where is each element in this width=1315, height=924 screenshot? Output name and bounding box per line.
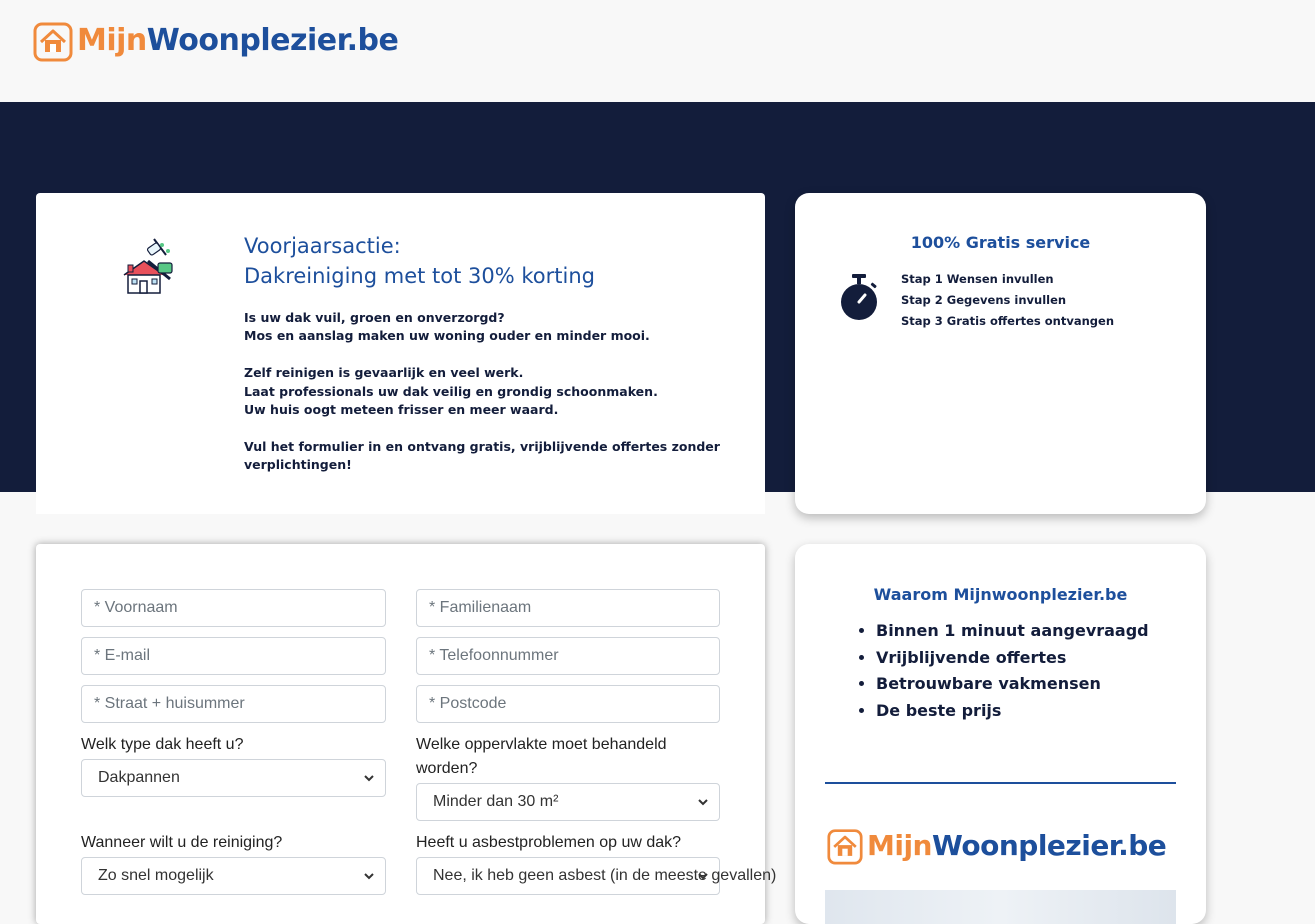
phone-input[interactable] (416, 637, 720, 675)
roof-photo (825, 890, 1176, 924)
chevron-down-icon (363, 772, 375, 784)
logo-text-mijn: Mijn (867, 829, 932, 862)
area-value: Minder dan 30 m² (433, 793, 559, 810)
street-input[interactable] (81, 685, 386, 723)
promo-p2-line2: Laat professionals uw dak veilig en grondig schoonmaken. (244, 383, 658, 399)
list-item: • Binnen 1 minuut aangevraagd (876, 618, 1149, 645)
why-us-card (795, 544, 1206, 924)
firstname-input[interactable] (81, 589, 386, 627)
promo-p2-line1: Zelf reinigen is gevaarlijk en veel werk. (244, 365, 524, 381)
promo-title (244, 231, 724, 291)
step-item: Stap 3 Gratis offertes ontvangen (901, 314, 1115, 328)
stopwatch-icon (838, 273, 882, 321)
list-item: • Vrijblijvende offertes (876, 645, 1149, 672)
step-item: Stap 1 Wensen invullen (901, 272, 1054, 286)
when-select[interactable] (81, 857, 386, 895)
site-header (0, 0, 1315, 102)
postcode-input[interactable] (416, 685, 720, 723)
house-logo-icon (827, 827, 863, 865)
roof-type-value: Dakpannen (98, 769, 180, 786)
email-input[interactable] (81, 637, 386, 675)
logo-wordmark (867, 829, 1167, 862)
list-item: • Betrouwbare vakmensen (876, 671, 1149, 698)
quote-form-card (36, 544, 777, 924)
chevron-down-icon (363, 870, 375, 882)
asbestos-select[interactable] (416, 857, 777, 895)
promo-p2-line3: Uw huis oogt meteen frisser en meer waard. (244, 402, 559, 418)
promo-paragraph-1 (244, 309, 724, 346)
gratis-title: 100% Gratis service (910, 233, 1091, 252)
promo-title-line2: Dakreiniging met tot 30% korting (244, 264, 595, 288)
chevron-down-icon (697, 870, 709, 882)
when-label: Wanneer wilt u de reiniging? (81, 834, 283, 851)
logo-text-mijn: Mijn (77, 23, 147, 58)
divider (825, 782, 1176, 784)
area-label: Welke oppervlakte moet behandeld worden? (416, 736, 667, 777)
when-value: Zo snel mogelijk (98, 867, 214, 884)
logo-text-woonplezier: Woonplezier.be (932, 829, 1167, 862)
lastname-input[interactable] (416, 589, 720, 627)
house-logo-icon (33, 20, 73, 62)
promo-title-line1: Voorjaarsactie: (244, 234, 401, 258)
asbestos-value: Nee, ik heb geen asbest (in de meeste gevallen) (433, 867, 777, 884)
promo-p1-line2: Mos en aanslag maken uw woning ouder en minder mooi. (244, 328, 650, 344)
logo-wordmark (77, 23, 399, 58)
promo-text (244, 309, 724, 493)
step-item: Stap 2 Gegevens invullen (901, 293, 1067, 307)
why-list (855, 618, 1149, 724)
site-logo[interactable] (33, 20, 398, 62)
promo-paragraph-3: Vul het formulier in en ontvang gratis, vrijblijvende offertes zonder verplichtingen! (244, 438, 720, 473)
why-title: Waarom Mijnwoonplezier.be (873, 585, 1128, 604)
steps-list (901, 269, 1114, 332)
promo-p1-line1: Is uw dak vuil, groen en onverzorgd? (244, 310, 505, 325)
area-select[interactable] (416, 783, 720, 821)
roof-cleaning-illustration-icon (118, 235, 180, 299)
list-item: • De beste prijs (876, 698, 1149, 725)
asbestos-label: Heeft u asbestproblemen op uw dak? (416, 834, 682, 851)
roof-type-label: Welk type dak heeft u? (81, 736, 244, 753)
gratis-service-card (795, 193, 1206, 514)
logo-text-woonplezier: Woonplezier.be (146, 23, 399, 58)
roof-type-select[interactable] (81, 759, 386, 797)
why-logo (827, 827, 1166, 865)
chevron-down-icon (697, 796, 709, 808)
promo-paragraph-2 (244, 364, 724, 419)
promo-card (36, 193, 765, 514)
